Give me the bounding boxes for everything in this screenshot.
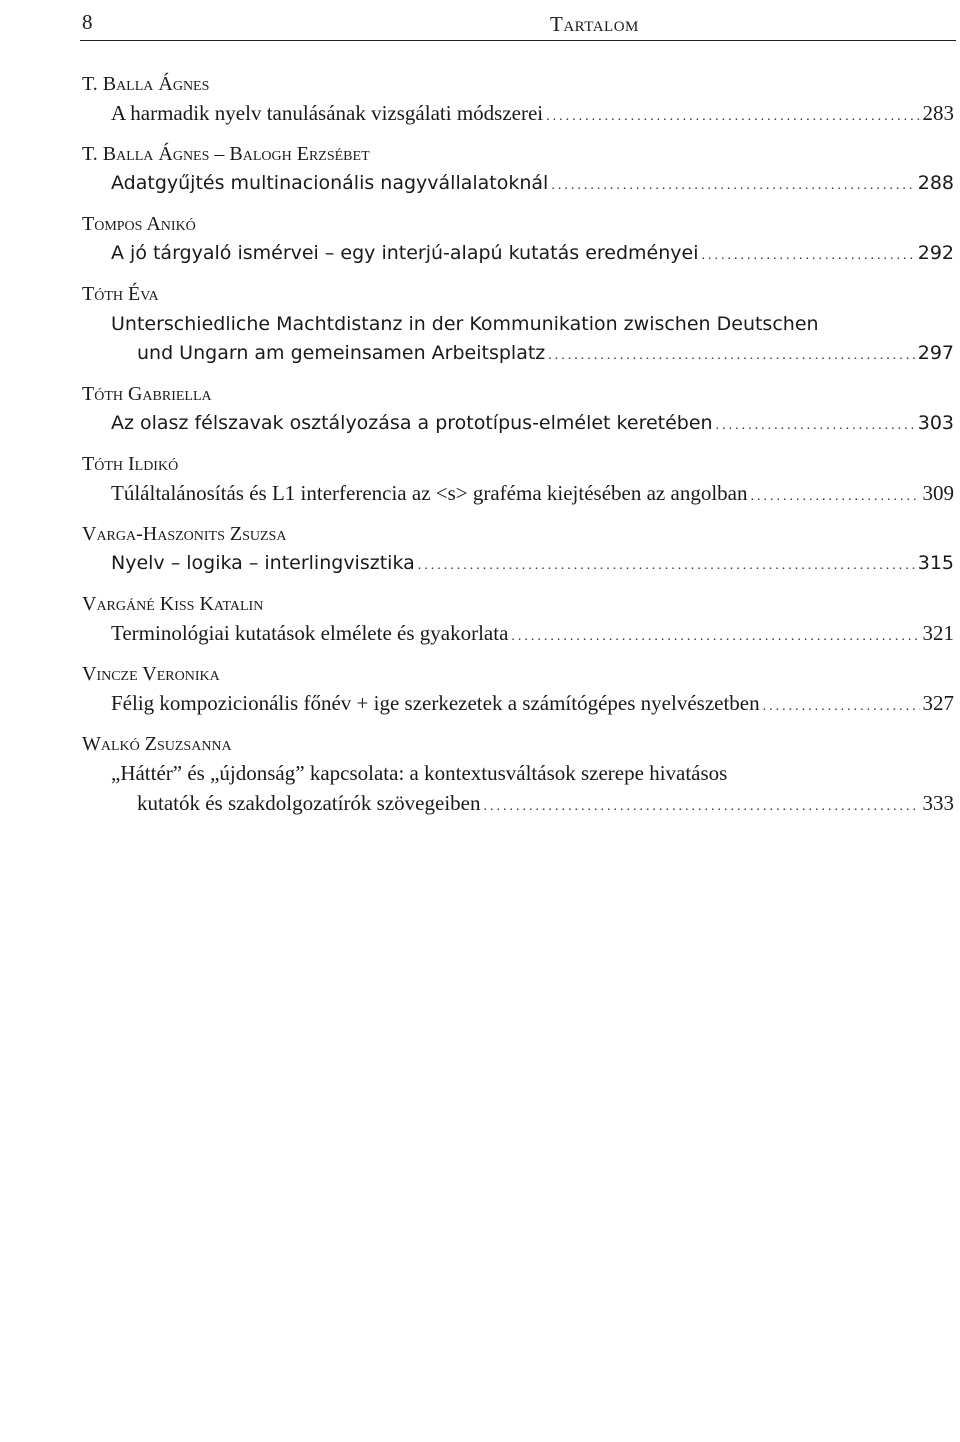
entry-page: 309 xyxy=(922,481,954,505)
dot-leader xyxy=(701,241,914,271)
entry-author: Tóth Ildikó xyxy=(82,453,179,475)
dot-leader xyxy=(763,692,920,722)
entry-page: 303 xyxy=(917,412,954,434)
toc-entry xyxy=(82,140,954,198)
entry-title-line xyxy=(82,98,954,128)
running-title: Tartalom xyxy=(550,12,639,36)
entry-title: Adatgyűjtés multinacionális nagyvállalatoknál xyxy=(111,172,549,194)
toc-entry xyxy=(82,520,954,578)
toc-entry xyxy=(82,210,954,268)
entry-title-line xyxy=(82,308,954,338)
entry-title: „Háttér” és „újdonság” kapcsolata: a kontextusváltások szerepe hivatásos xyxy=(111,761,728,785)
entry-page: 327 xyxy=(922,691,954,715)
entry-page: 321 xyxy=(922,621,954,645)
entry-title: Unterschiedliche Machtdistanz in der Kommunikation zwischen Deutschen xyxy=(111,313,819,335)
entry-title: Az olasz félszavak osztályozása a prototípus-elmélet keretében xyxy=(111,412,713,434)
toc-entry xyxy=(82,280,954,368)
entry-page: 283 xyxy=(922,101,954,125)
entry-title-line xyxy=(82,618,954,648)
entry-page: 288 xyxy=(917,172,954,194)
entry-title-continued: kutatók és szakdolgozatírók szövegeiben xyxy=(137,791,481,815)
entry-author: Tompos Anikó xyxy=(82,213,196,235)
table-of-contents xyxy=(82,70,954,830)
entry-author: Tóth Éva xyxy=(82,283,159,305)
page-number: 8 xyxy=(82,10,93,34)
dot-leader xyxy=(548,341,914,371)
entry-title: A jó tárgyaló ismérvei – egy interjú-alapú kutatás eredményei xyxy=(111,242,699,264)
entry-title-line xyxy=(82,168,954,198)
entry-author: Vincze Veronika xyxy=(82,663,220,685)
entry-title: Terminológiai kutatások elmélete és gyakorlata xyxy=(111,621,509,645)
toc-entry xyxy=(82,450,954,508)
entry-title: Nyelv – logika – interlingvisztika xyxy=(111,552,415,574)
entry-title-line xyxy=(82,788,954,818)
entry-author: Vargáné Kiss Katalin xyxy=(82,593,264,615)
toc-entry xyxy=(82,730,954,818)
dot-leader xyxy=(551,171,914,201)
dot-leader xyxy=(483,792,919,822)
toc-entry xyxy=(82,660,954,718)
entry-title-line xyxy=(82,238,954,268)
dot-leader xyxy=(750,482,919,512)
entry-page: 292 xyxy=(917,242,954,264)
entry-author: Tóth Gabriella xyxy=(82,383,212,405)
entry-title-line xyxy=(82,408,954,438)
entry-author: Varga-Haszonits Zsuzsa xyxy=(82,523,287,545)
entry-title-line xyxy=(82,548,954,578)
running-header xyxy=(80,0,956,41)
entry-page: 297 xyxy=(917,342,954,364)
toc-entry xyxy=(82,380,954,438)
dot-leader xyxy=(716,411,915,441)
entry-title-line xyxy=(82,758,954,788)
entry-author: T. Balla Ágnes xyxy=(82,73,210,95)
dot-leader xyxy=(546,102,919,132)
entry-page: 315 xyxy=(917,552,954,574)
entry-author: Walkó Zsuzsanna xyxy=(82,733,232,755)
entry-page: 333 xyxy=(922,791,954,815)
toc-entry xyxy=(82,590,954,648)
toc-entry xyxy=(82,70,954,128)
entry-title-line xyxy=(82,338,954,368)
entry-title-line xyxy=(82,478,954,508)
entry-author: T. Balla Ágnes – Balogh Erzsébet xyxy=(82,143,370,165)
dot-leader xyxy=(511,622,919,652)
entry-title-line xyxy=(82,688,954,718)
entry-title-continued: und Ungarn am gemeinsamen Arbeitsplatz xyxy=(137,342,546,364)
entry-title: A harmadik nyelv tanulásának vizsgálati módszerei xyxy=(111,101,544,125)
dot-leader xyxy=(418,551,915,581)
entry-title: Félig kompozicionális főnév + ige szerkezetek a számítógépes nyelvészetben xyxy=(111,691,760,715)
entry-title: Túláltalánosítás és L1 interferencia az <s> graféma kiejtésében az angolban xyxy=(111,481,748,505)
